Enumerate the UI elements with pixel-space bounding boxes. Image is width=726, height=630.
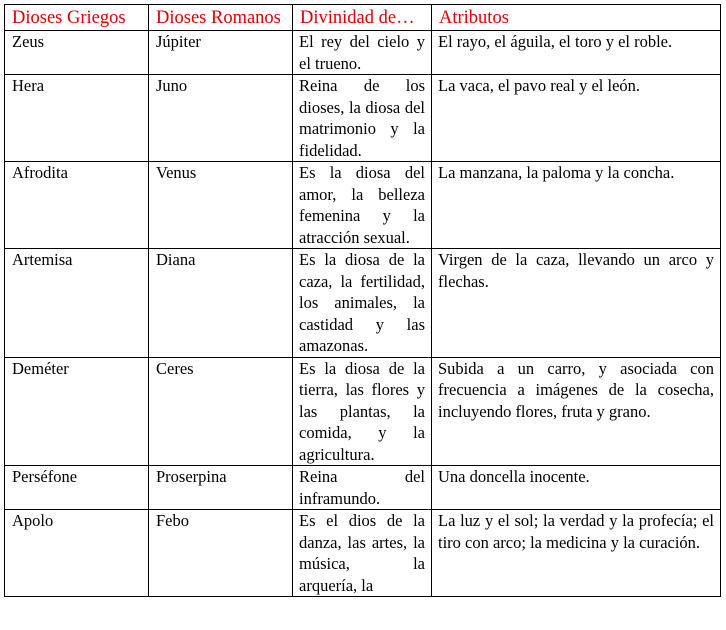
- cell-roman-name: Proserpina: [149, 466, 293, 510]
- header-attributes: Atributos: [432, 5, 721, 31]
- cell-greek-name: Apolo: [5, 510, 149, 597]
- cell-greek-name: Artemisa: [5, 249, 149, 358]
- cell-greek-name: Perséfone: [5, 466, 149, 510]
- cell-divinity: Es el dios de la danza, las artes, la música, la arquería, la: [293, 510, 432, 597]
- cell-attributes: La manzana, la paloma y la concha.: [432, 162, 721, 249]
- header-greek-gods: Dioses Griegos: [5, 5, 149, 31]
- table-header: [5, 5, 721, 31]
- cell-greek-name: Deméter: [5, 357, 149, 466]
- table-row: [5, 31, 721, 75]
- header-divinity: Divinidad de…: [293, 5, 432, 31]
- cell-divinity: Reina de los dioses, la diosa del matrimonio y la fidelidad.: [293, 75, 432, 162]
- cell-attributes: La luz y el sol; la verdad y la profecía; el tiro con arco; la medicina y la curación.: [432, 510, 721, 597]
- cell-greek-name: Afrodita: [5, 162, 149, 249]
- cell-divinity: Es la diosa de la caza, la fertilidad, los animales, la castidad y las amazonas.: [293, 249, 432, 358]
- gods-table: [4, 4, 721, 597]
- cell-roman-name: Ceres: [149, 357, 293, 466]
- cell-attributes: El rayo, el águila, el toro y el roble.: [432, 31, 721, 75]
- header-row: [5, 5, 721, 31]
- cell-roman-name: Juno: [149, 75, 293, 162]
- header-roman-gods: Dioses Romanos: [149, 5, 293, 31]
- cell-roman-name: Febo: [149, 510, 293, 597]
- cell-attributes: Subida a un carro, y asociada con frecuencia a imágenes de la cosecha, incluyendo flores, fruta y grano.: [432, 357, 721, 466]
- cell-divinity: Es la diosa del amor, la belleza femenina y la atracción sexual.: [293, 162, 432, 249]
- cell-attributes: Virgen de la caza, llevando un arco y flechas.: [432, 249, 721, 358]
- cell-divinity: Reina del inframundo.: [293, 466, 432, 510]
- cell-roman-name: Venus: [149, 162, 293, 249]
- cell-greek-name: Hera: [5, 75, 149, 162]
- cell-roman-name: Diana: [149, 249, 293, 358]
- table-row: [5, 510, 721, 597]
- cell-greek-name: Zeus: [5, 31, 149, 75]
- cell-roman-name: Júpiter: [149, 31, 293, 75]
- table-row: [5, 162, 721, 249]
- cell-attributes: Una doncella inocente.: [432, 466, 721, 510]
- table-row: [5, 75, 721, 162]
- cell-divinity: El rey del cielo y el trueno.: [293, 31, 432, 75]
- table-row: [5, 357, 721, 466]
- table-body: [5, 31, 721, 597]
- table-row: [5, 466, 721, 510]
- cell-divinity: Es la diosa de la tierra, las flores y las plantas, la comida, y la agricultura.: [293, 357, 432, 466]
- cell-attributes: La vaca, el pavo real y el león.: [432, 75, 721, 162]
- table-row: [5, 249, 721, 358]
